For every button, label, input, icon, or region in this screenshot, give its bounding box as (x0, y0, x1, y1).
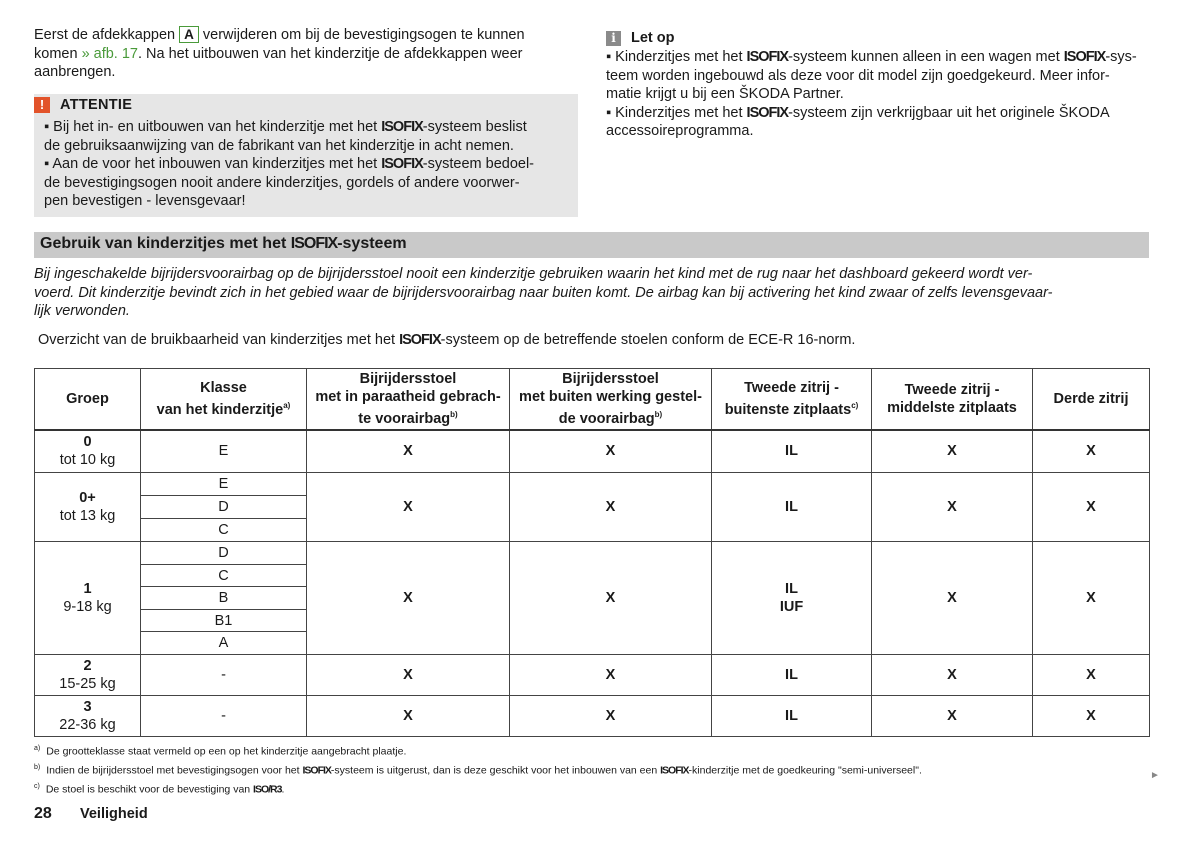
footnote-a: $^{a)}$ De grootteklasse staat vermeld op een op het kinderzitje aangebracht plaatje. (34, 745, 407, 758)
class-cell: C (141, 519, 307, 542)
letop-text: -systeem kunnen alleen in een wagen met (788, 49, 1060, 65)
value-cell: X (1033, 430, 1150, 473)
class-cell: - (141, 696, 307, 737)
letop-note (606, 28, 1151, 141)
isofix-logo: ISOFIX (399, 332, 441, 348)
isofix-logo: ISOFIX (381, 156, 423, 172)
value-cell: X (872, 430, 1033, 473)
value-cell: IL (712, 696, 872, 737)
isofix-logo: ISOFIX (290, 235, 338, 252)
table-header-row (35, 369, 1150, 430)
attentie-text: -systeem beslist (422, 119, 527, 135)
table-row (35, 655, 1150, 696)
value-cell: X (307, 430, 510, 473)
value-cell: IL (712, 473, 872, 542)
table-row (35, 430, 1150, 473)
table-row (35, 542, 1150, 565)
airbag-warning-text: Bij ingeschakelde bijrijdersvoorairbag op de bijrijdersstoel nooit een kinderzitje gebruiken waarin het kind met de rug naar het dashboard gekeerd wordt ver- (34, 266, 1033, 282)
value-cell: X (872, 542, 1033, 655)
section-title (40, 235, 407, 253)
intro-text: komen (34, 45, 78, 62)
attentie-text: pen bevestigen - levensgevaar! (44, 193, 246, 209)
class-cell: D (141, 542, 307, 565)
intro-text: Eerst de afdekkappen (34, 27, 176, 43)
letop-text: -systeem zijn verkrijgbaar uit het originele ŠKODA (788, 104, 1110, 121)
isofix-logo: ISOFIX (660, 764, 689, 777)
value-cell: IL (712, 655, 872, 696)
header-bijrijder-airbag-on: Bijrijdersstoel met in paraatheid gebrach- te voorairbag$^{b)}$ (307, 369, 510, 430)
value-cell: X (307, 473, 510, 542)
letop-text: matie krijgt u bij een ŠKODA Partner. (606, 86, 844, 102)
footnote-c: $^{c)}$ De stoel is beschikt voor de bevestiging van ISO/R3. (34, 783, 285, 796)
footnote-b: $^{b)}$ Indien de bijrijdersstoel met bevestigingsogen voor het ISOFIX-systeem is uitgerust, dan is deze geschikt voor het inbouwen van een ISOFIX-kinderzitje met de goedkeuring "semi-universeel". (34, 764, 922, 777)
class-cell: C (141, 565, 307, 587)
page-section-label: Veiligheid (80, 806, 148, 822)
value-cell: X (1033, 542, 1150, 655)
section-title-text: -systeem (337, 235, 407, 252)
value-cell: X (872, 473, 1033, 542)
attentie-header (34, 96, 132, 114)
isofix-suitability-table (34, 368, 1150, 737)
caption-text: Overzicht van de bruikbaarheid van kinderzitjes met het (38, 332, 396, 348)
isofix-logo: ISOFIX (746, 49, 789, 65)
isofix-logo: ISOFIX (302, 764, 331, 777)
value-cell: X (307, 542, 510, 655)
value-cell: X (510, 473, 712, 542)
group-cell: 1 9-18 kg (35, 542, 141, 655)
letop-body (606, 48, 1151, 141)
value-cell: X (872, 655, 1033, 696)
value-cell: X (510, 430, 712, 473)
value-cell: IL IUF (712, 542, 872, 655)
attentie-text: de gebruiksaanwijzing van de fabrikant van het kinderzitje in acht nemen. (44, 137, 514, 154)
value-cell: X (1033, 655, 1150, 696)
info-icon: i (606, 31, 621, 46)
letop-text: ▪ Kinderzitjes met het (606, 49, 743, 65)
isofix-logo: ISOFIX (1063, 49, 1106, 65)
group-cell: 3 22-36 kg (35, 696, 141, 737)
class-cell: B (141, 587, 307, 610)
value-cell: X (510, 696, 712, 737)
intro-text: aanbrengen. (34, 64, 116, 80)
figure-link[interactable]: » afb. 17 (81, 45, 138, 62)
header-derde: Derde zitrij (1033, 369, 1150, 430)
class-cell: D (141, 496, 307, 519)
warning-icon: ! (34, 97, 50, 113)
header-tweede-buitenste: Tweede zitrij - buitenste zitplaats$^{c)}$ (712, 369, 872, 430)
table-row (35, 696, 1150, 737)
class-cell: E (141, 473, 307, 496)
intro-text: . Na het uitbouwen van het kinderzitje de afdekkappen weer (138, 45, 523, 62)
cover-cap-label: A (179, 26, 199, 43)
header-groep: Groep (35, 369, 141, 430)
attentie-body (44, 118, 564, 211)
header-klasse: Klasse van het kinderzitje$^{a)}$ (141, 369, 307, 430)
iso-r3-label: ISO/R3 (253, 783, 282, 796)
attentie-title: ATTENTIE (60, 97, 133, 113)
letop-header (606, 28, 1151, 48)
value-cell: X (1033, 473, 1150, 542)
group-cell: 0 tot 10 kg (35, 430, 141, 473)
value-cell: X (872, 696, 1033, 737)
airbag-warning (34, 265, 1149, 321)
airbag-warning-text: voerd. Dit kinderzitje bevindt zich in het gebied waar de bijrijdersvoorairbag naar buiten komt. De airbag kan bij activering het kind zwaar of zelfs levensgevaar- (34, 284, 1053, 301)
caption-text: -systeem op de betreffende stoelen conform de ECE-R 16-norm. (440, 332, 856, 348)
letop-text: teem worden ingebouwd als deze voor dit model zijn goedgekeurd. Meer infor- (606, 67, 1110, 84)
section-title-text: Gebruik van kinderzitjes met het (40, 235, 287, 252)
attentie-text: de bevestigingsogen nooit andere kinderzitjes, gordels of andere voorwer- (44, 174, 520, 191)
table-row (35, 473, 1150, 496)
attentie-text: ▪ Bij het in- en uitbouwen van het kinderzitje met het (44, 119, 378, 135)
footnotes (34, 741, 1149, 798)
isofix-logo: ISOFIX (381, 119, 423, 135)
intro-paragraph (34, 26, 574, 82)
page-number: 28 (34, 805, 52, 822)
header-tweede-middelste: Tweede zitrij - middelste zitplaats (872, 369, 1033, 430)
class-cell: A (141, 632, 307, 655)
group-cell: 0+ tot 13 kg (35, 473, 141, 542)
group-cell: 2 15-25 kg (35, 655, 141, 696)
attentie-box (34, 94, 578, 217)
letop-text: accessoireprogramma. (606, 123, 754, 139)
table-caption (38, 332, 1148, 348)
continue-arrow-icon: ► (1150, 770, 1160, 781)
letop-text: -sys- (1105, 49, 1137, 65)
letop-text: ▪ Kinderzitjes met het (606, 104, 743, 121)
section-heading-bar (34, 232, 1149, 258)
value-cell: IL (712, 430, 872, 473)
value-cell: X (1033, 696, 1150, 737)
airbag-warning-text: lijk verwonden. (34, 303, 130, 319)
header-bijrijder-airbag-off: Bijrijdersstoel met buiten werking gestel- de voorairbag$^{b)}$ (510, 369, 712, 430)
attentie-text: -systeem bedoel- (422, 156, 534, 172)
class-cell: - (141, 655, 307, 696)
value-cell: X (307, 696, 510, 737)
isofix-logo: ISOFIX (746, 104, 789, 121)
class-cell: B1 (141, 610, 307, 632)
class-cell: E (141, 430, 307, 473)
letop-title: Let op (631, 30, 675, 46)
attentie-text: ▪ Aan de voor het inbouwen van kinderzitjes met het (44, 156, 378, 172)
value-cell: X (307, 655, 510, 696)
value-cell: X (510, 542, 712, 655)
value-cell: X (510, 655, 712, 696)
intro-text: verwijderen om bij de bevestigingsogen te kunnen (202, 27, 525, 43)
